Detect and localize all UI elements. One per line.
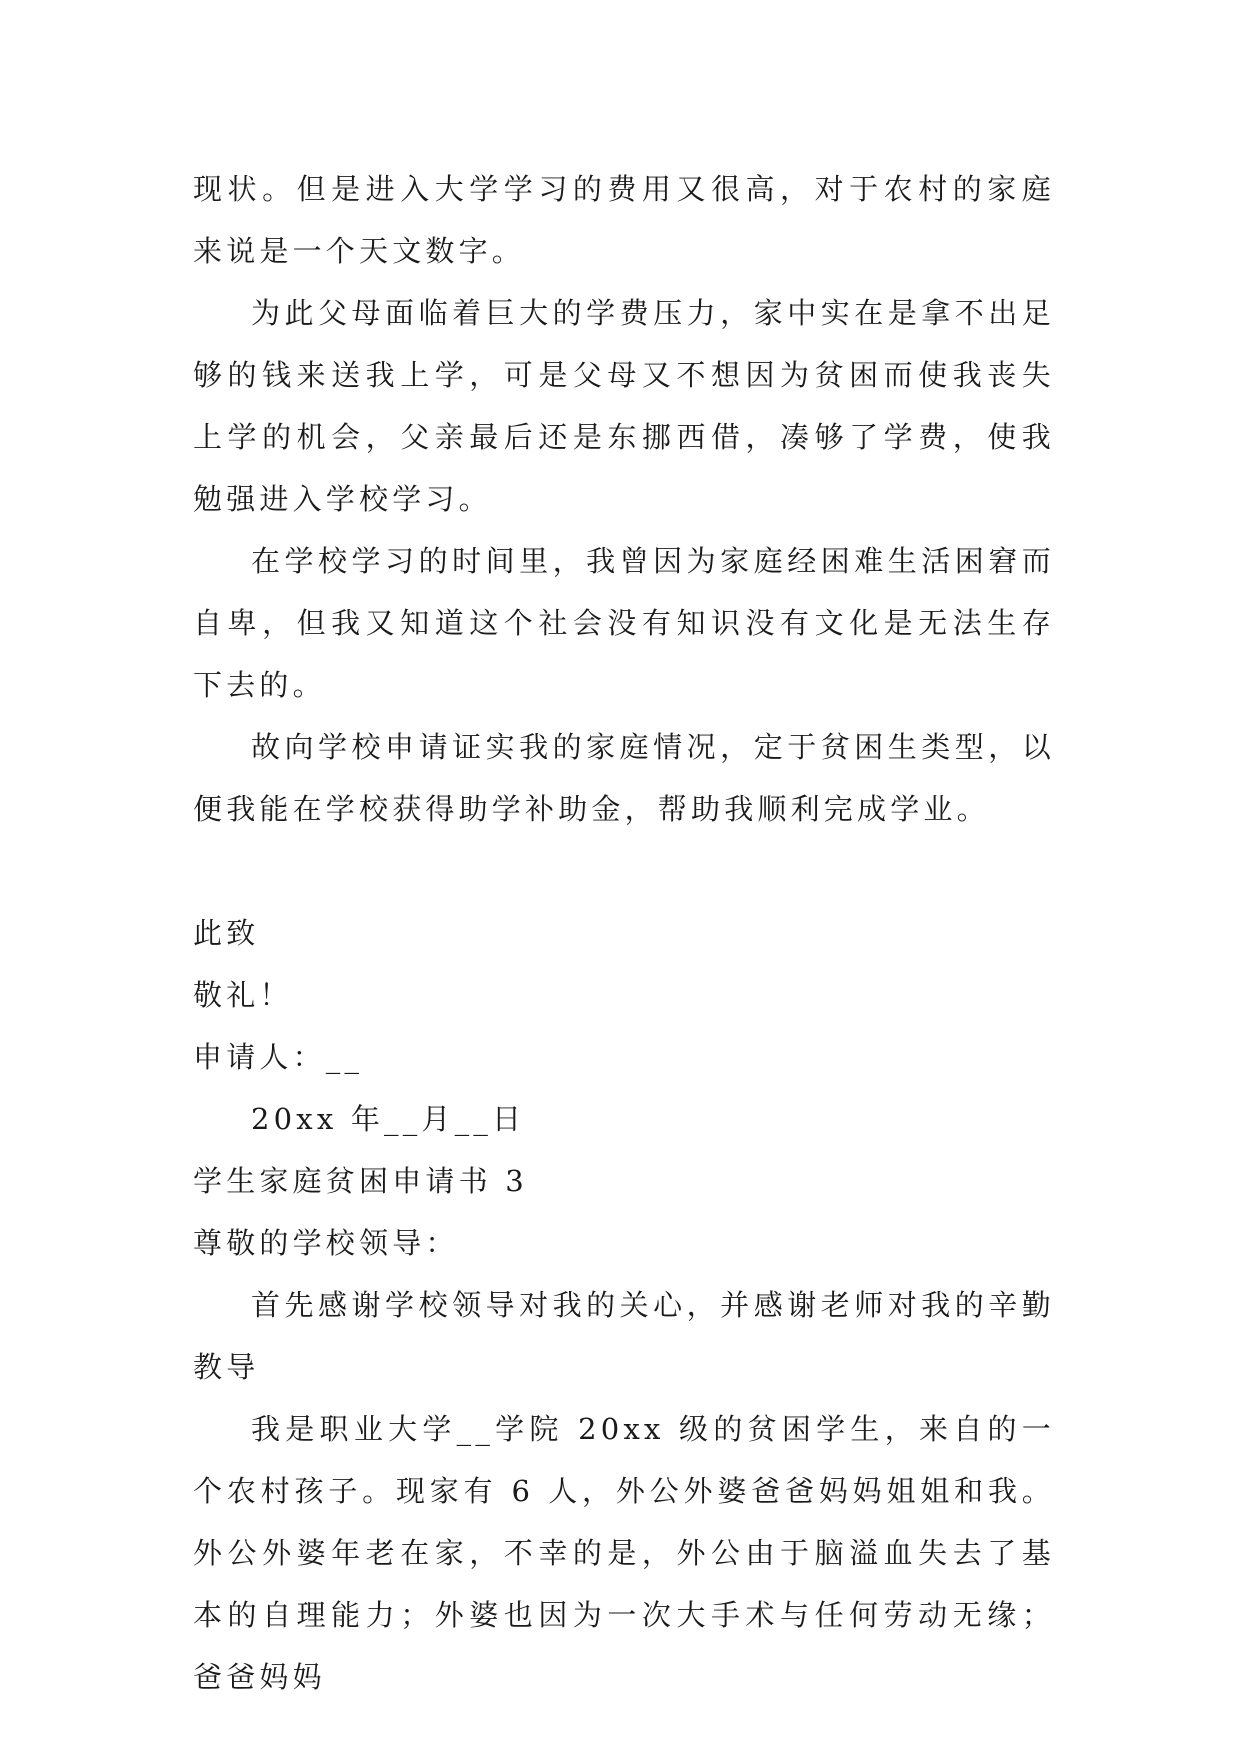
paragraph-4: 故向学校申请证实我的家庭情况，定于贫困生类型，以便我能在学校获得助学补助金，帮助我顺利完成学业。 [193, 730, 1055, 826]
spacer [193, 840, 1055, 902]
document-page [193, 158, 1055, 1708]
paragraph-3: 在学校学习的时间里，我曾因为家庭经困难生活困窘而自卑，但我又知道这个社会没有知识没有文化是无法生存下去的。 [193, 544, 1055, 702]
salute-line: 敬礼！ [193, 978, 293, 1012]
closing-line: 此致 [193, 916, 260, 950]
section-title: 学生家庭贫困申请书 3 [193, 1164, 528, 1198]
paragraph-2: 为此父母面临着巨大的学费压力，家中实在是拿不出足够的钱来送我上学，可是父母又不想因为贫困而使我丧失上学的机会，父亲最后还是东挪西借，凑够了学费，使我勉强进入学校学习。 [193, 296, 1055, 516]
greeting-line: 尊敬的学校领导： [193, 1226, 459, 1260]
applicant-line: 申请人：__ [193, 1040, 364, 1074]
paragraph-5: 首先感谢学校领导对我的关心，并感谢老师对我的辛勤教导 [193, 1288, 1055, 1384]
date-line: 20xx 年__月__日 [251, 1102, 526, 1136]
paragraph-6: 我是职业大学__学院 20xx 级的贫困学生，来自的一个农村孩子。现家有 6 人，外公外婆爸爸妈妈姐姐和我。外公外婆年老在家，不幸的是，外公由于脑溢血失去了基本的自理能力；外婆也因为一次大手术与任何劳动无缘；爸爸妈妈 [193, 1412, 1055, 1694]
paragraph-1: 现状。但是进入大学学习的费用又很高，对于农村的家庭来说是一个天文数字。 [193, 172, 1055, 268]
